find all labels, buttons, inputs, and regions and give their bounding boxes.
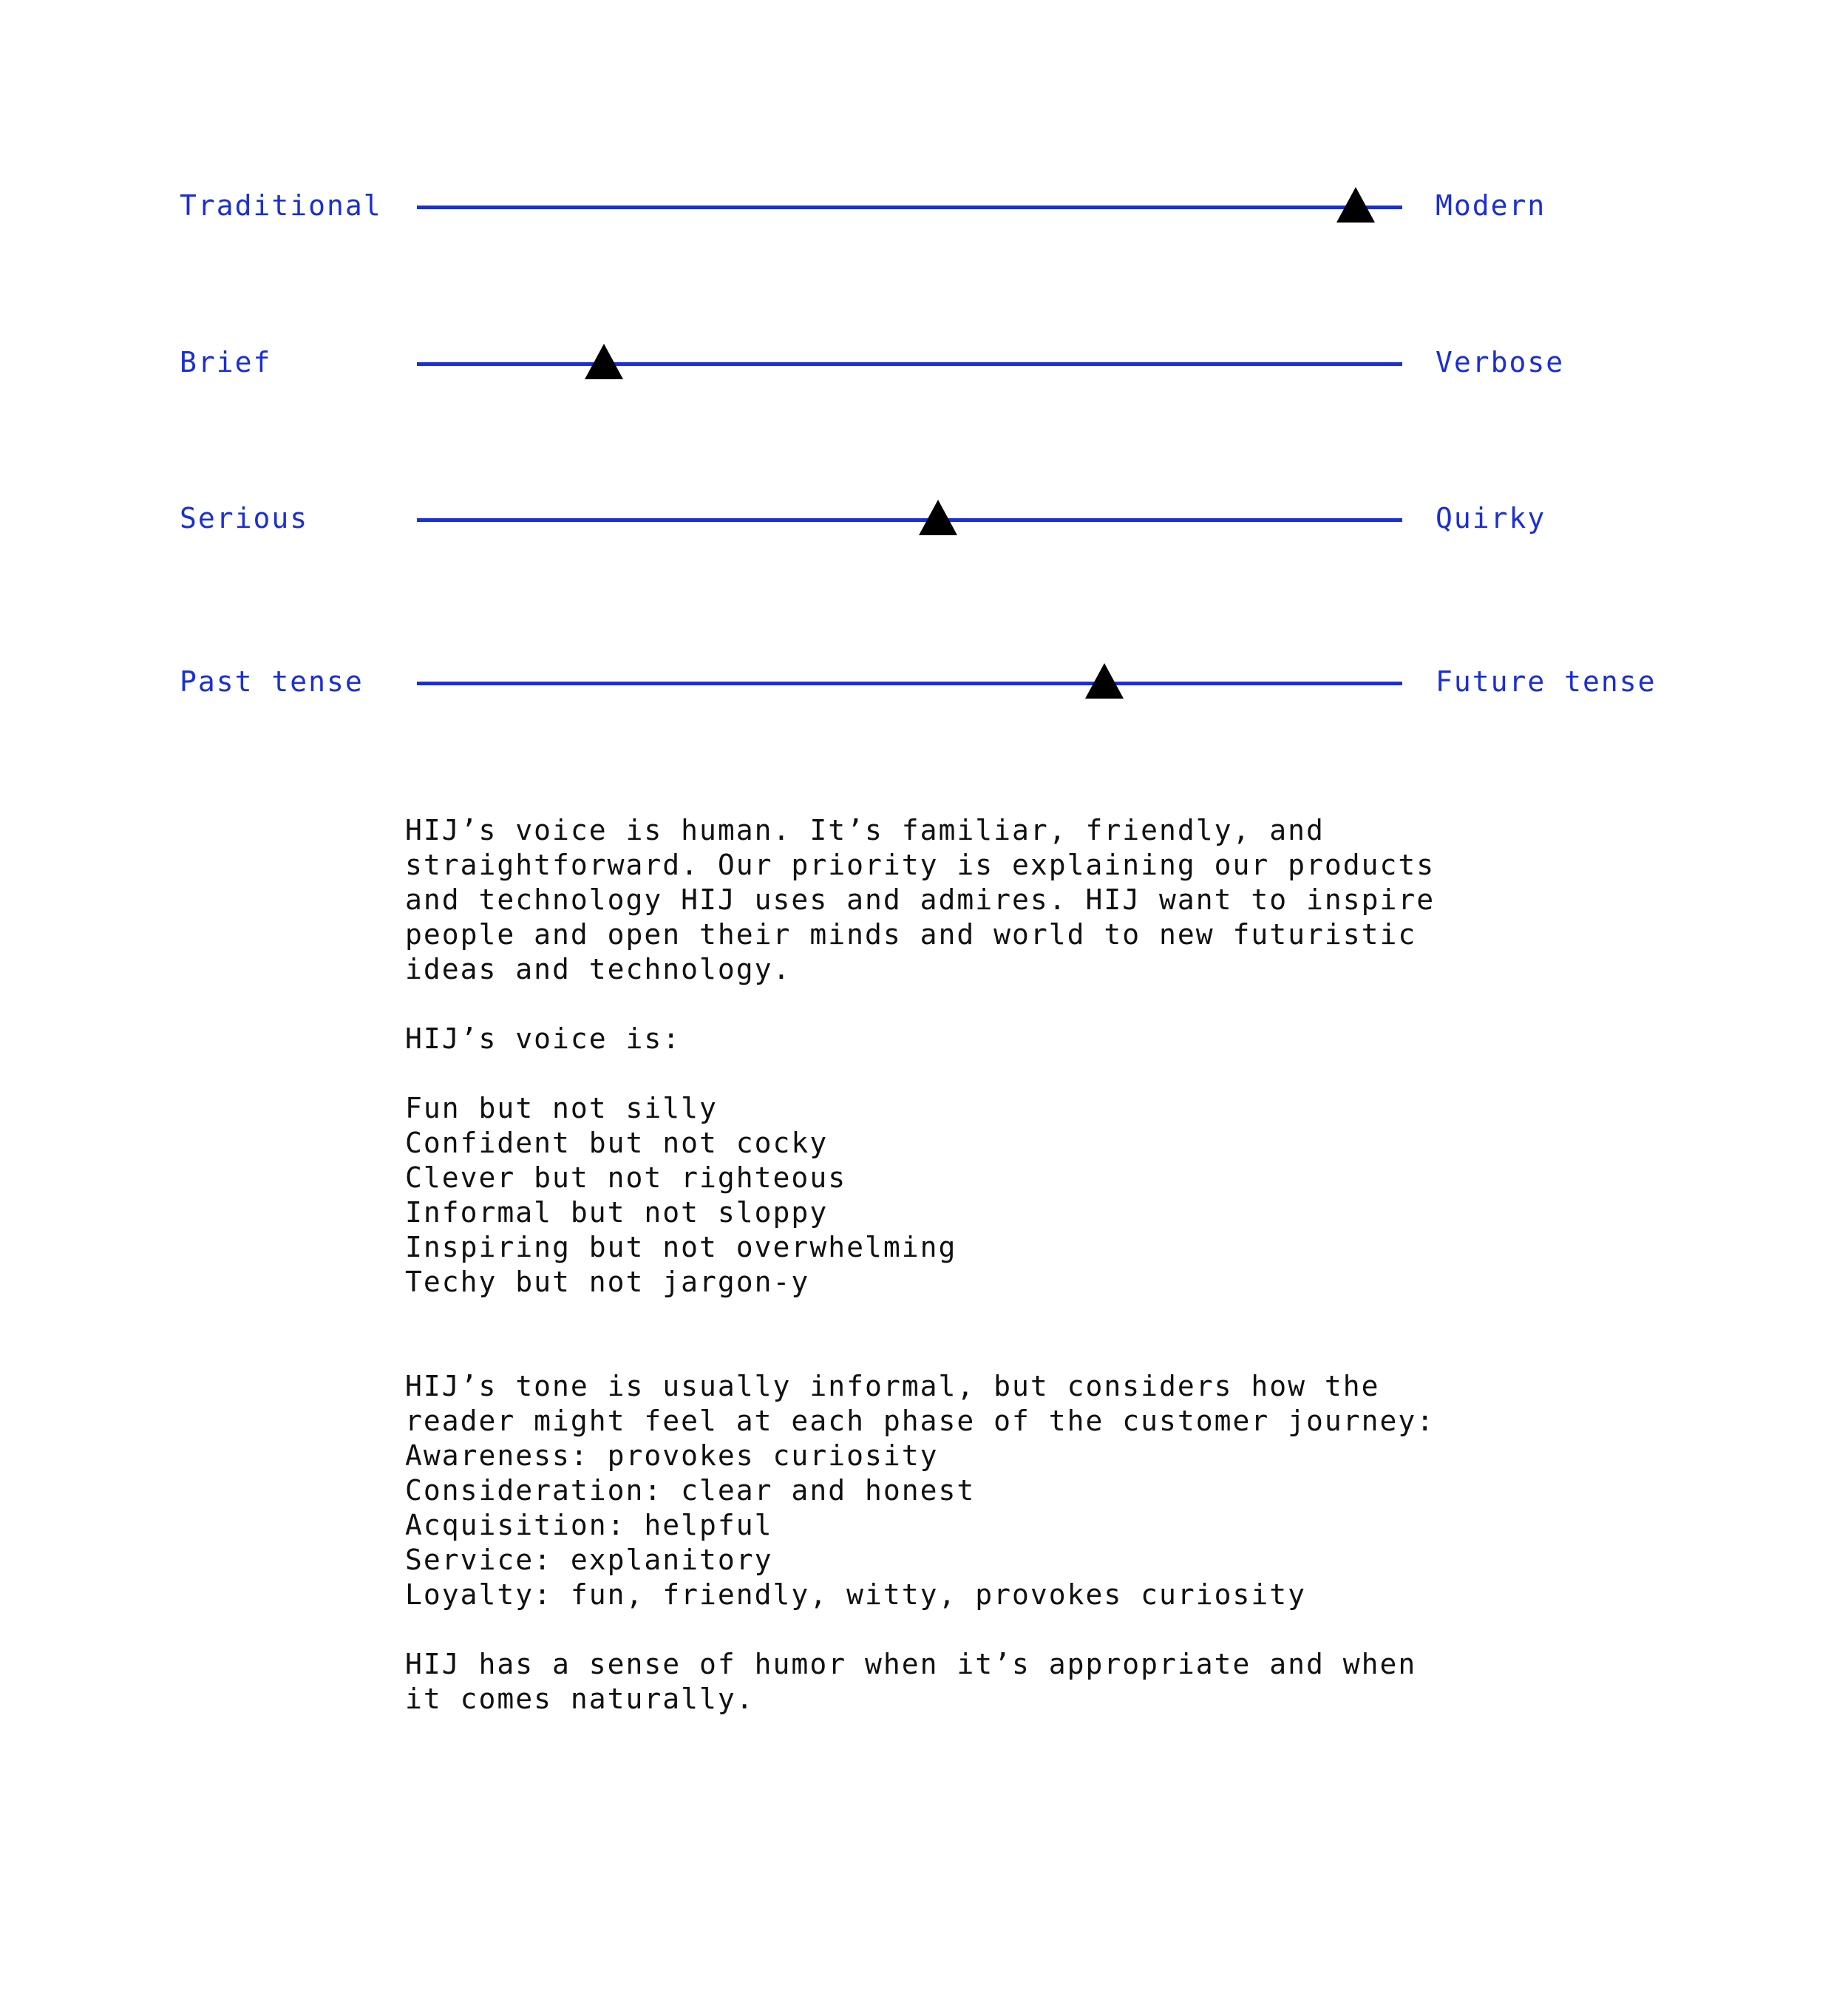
list-item: Informal but not sloppy — [405, 1196, 829, 1229]
triangle-marker-icon — [585, 344, 623, 379]
list-item: Confident but not cocky — [405, 1127, 829, 1159]
list-item: Service: explanitory — [405, 1544, 773, 1576]
triangle-marker-icon — [1336, 187, 1375, 223]
spacer — [405, 987, 1455, 1022]
list-item: Clever but not righteous — [405, 1161, 847, 1194]
list-item: Acquisition: helpful — [405, 1509, 773, 1541]
scale-right-label: Verbose — [1436, 346, 1565, 379]
scale-right-label: Future tense — [1436, 665, 1657, 698]
tone-intro: HIJ’s tone is usually informal, but considers how the reader might feel at each phase of the customer journey: — [405, 1370, 1436, 1437]
scale-track — [417, 362, 1402, 366]
voice-scales — [0, 0, 1848, 739]
scale-left-label: Traditional — [180, 189, 382, 222]
list-item: Fun but not silly — [405, 1092, 718, 1124]
scale-track — [417, 206, 1402, 209]
scale-left-label: Past tense — [180, 665, 364, 698]
triangle-marker-icon — [919, 500, 957, 535]
voice-heading: HIJ’s voice is: — [405, 1022, 682, 1055]
list-item: Awareness: provokes curiosity — [405, 1439, 939, 1472]
scale-past-future-tense — [0, 663, 1848, 722]
scale-left-label: Serious — [180, 502, 309, 534]
scale-track — [417, 518, 1402, 522]
scale-brief-verbose — [0, 344, 1848, 403]
intro-paragraph: HIJ’s voice is human. It’s familiar, friendly, and straightforward. Our priority is explaining our products and technology HIJ uses and admires. HIJ want to inspire people and open their minds and world to new futuristic ideas and technology. — [405, 814, 1454, 985]
humor-paragraph: HIJ has a sense of humor when it’s appropriate and when it comes naturally. — [405, 1648, 1436, 1715]
scale-traditional-modern — [0, 187, 1848, 246]
scale-serious-quirky — [0, 500, 1848, 559]
tone-phases-list — [405, 1439, 1455, 1612]
scale-track — [417, 682, 1402, 685]
voice-description — [405, 813, 1455, 1717]
voice-traits-list — [405, 1091, 1455, 1300]
list-item: Techy but not jargon-y — [405, 1266, 810, 1298]
scale-right-label: Quirky — [1436, 502, 1546, 534]
list-item: Inspiring but not overwhelming — [405, 1231, 957, 1263]
list-item: Consideration: clear and honest — [405, 1474, 976, 1507]
spacer — [405, 1612, 1455, 1647]
spacer — [405, 1056, 1455, 1091]
triangle-marker-icon — [1085, 663, 1124, 699]
scale-right-label: Modern — [1436, 189, 1546, 222]
spacer — [405, 1300, 1455, 1369]
scale-left-label: Brief — [180, 346, 272, 379]
list-item: Loyalty: fun, friendly, witty, provokes curiosity — [405, 1578, 1307, 1611]
